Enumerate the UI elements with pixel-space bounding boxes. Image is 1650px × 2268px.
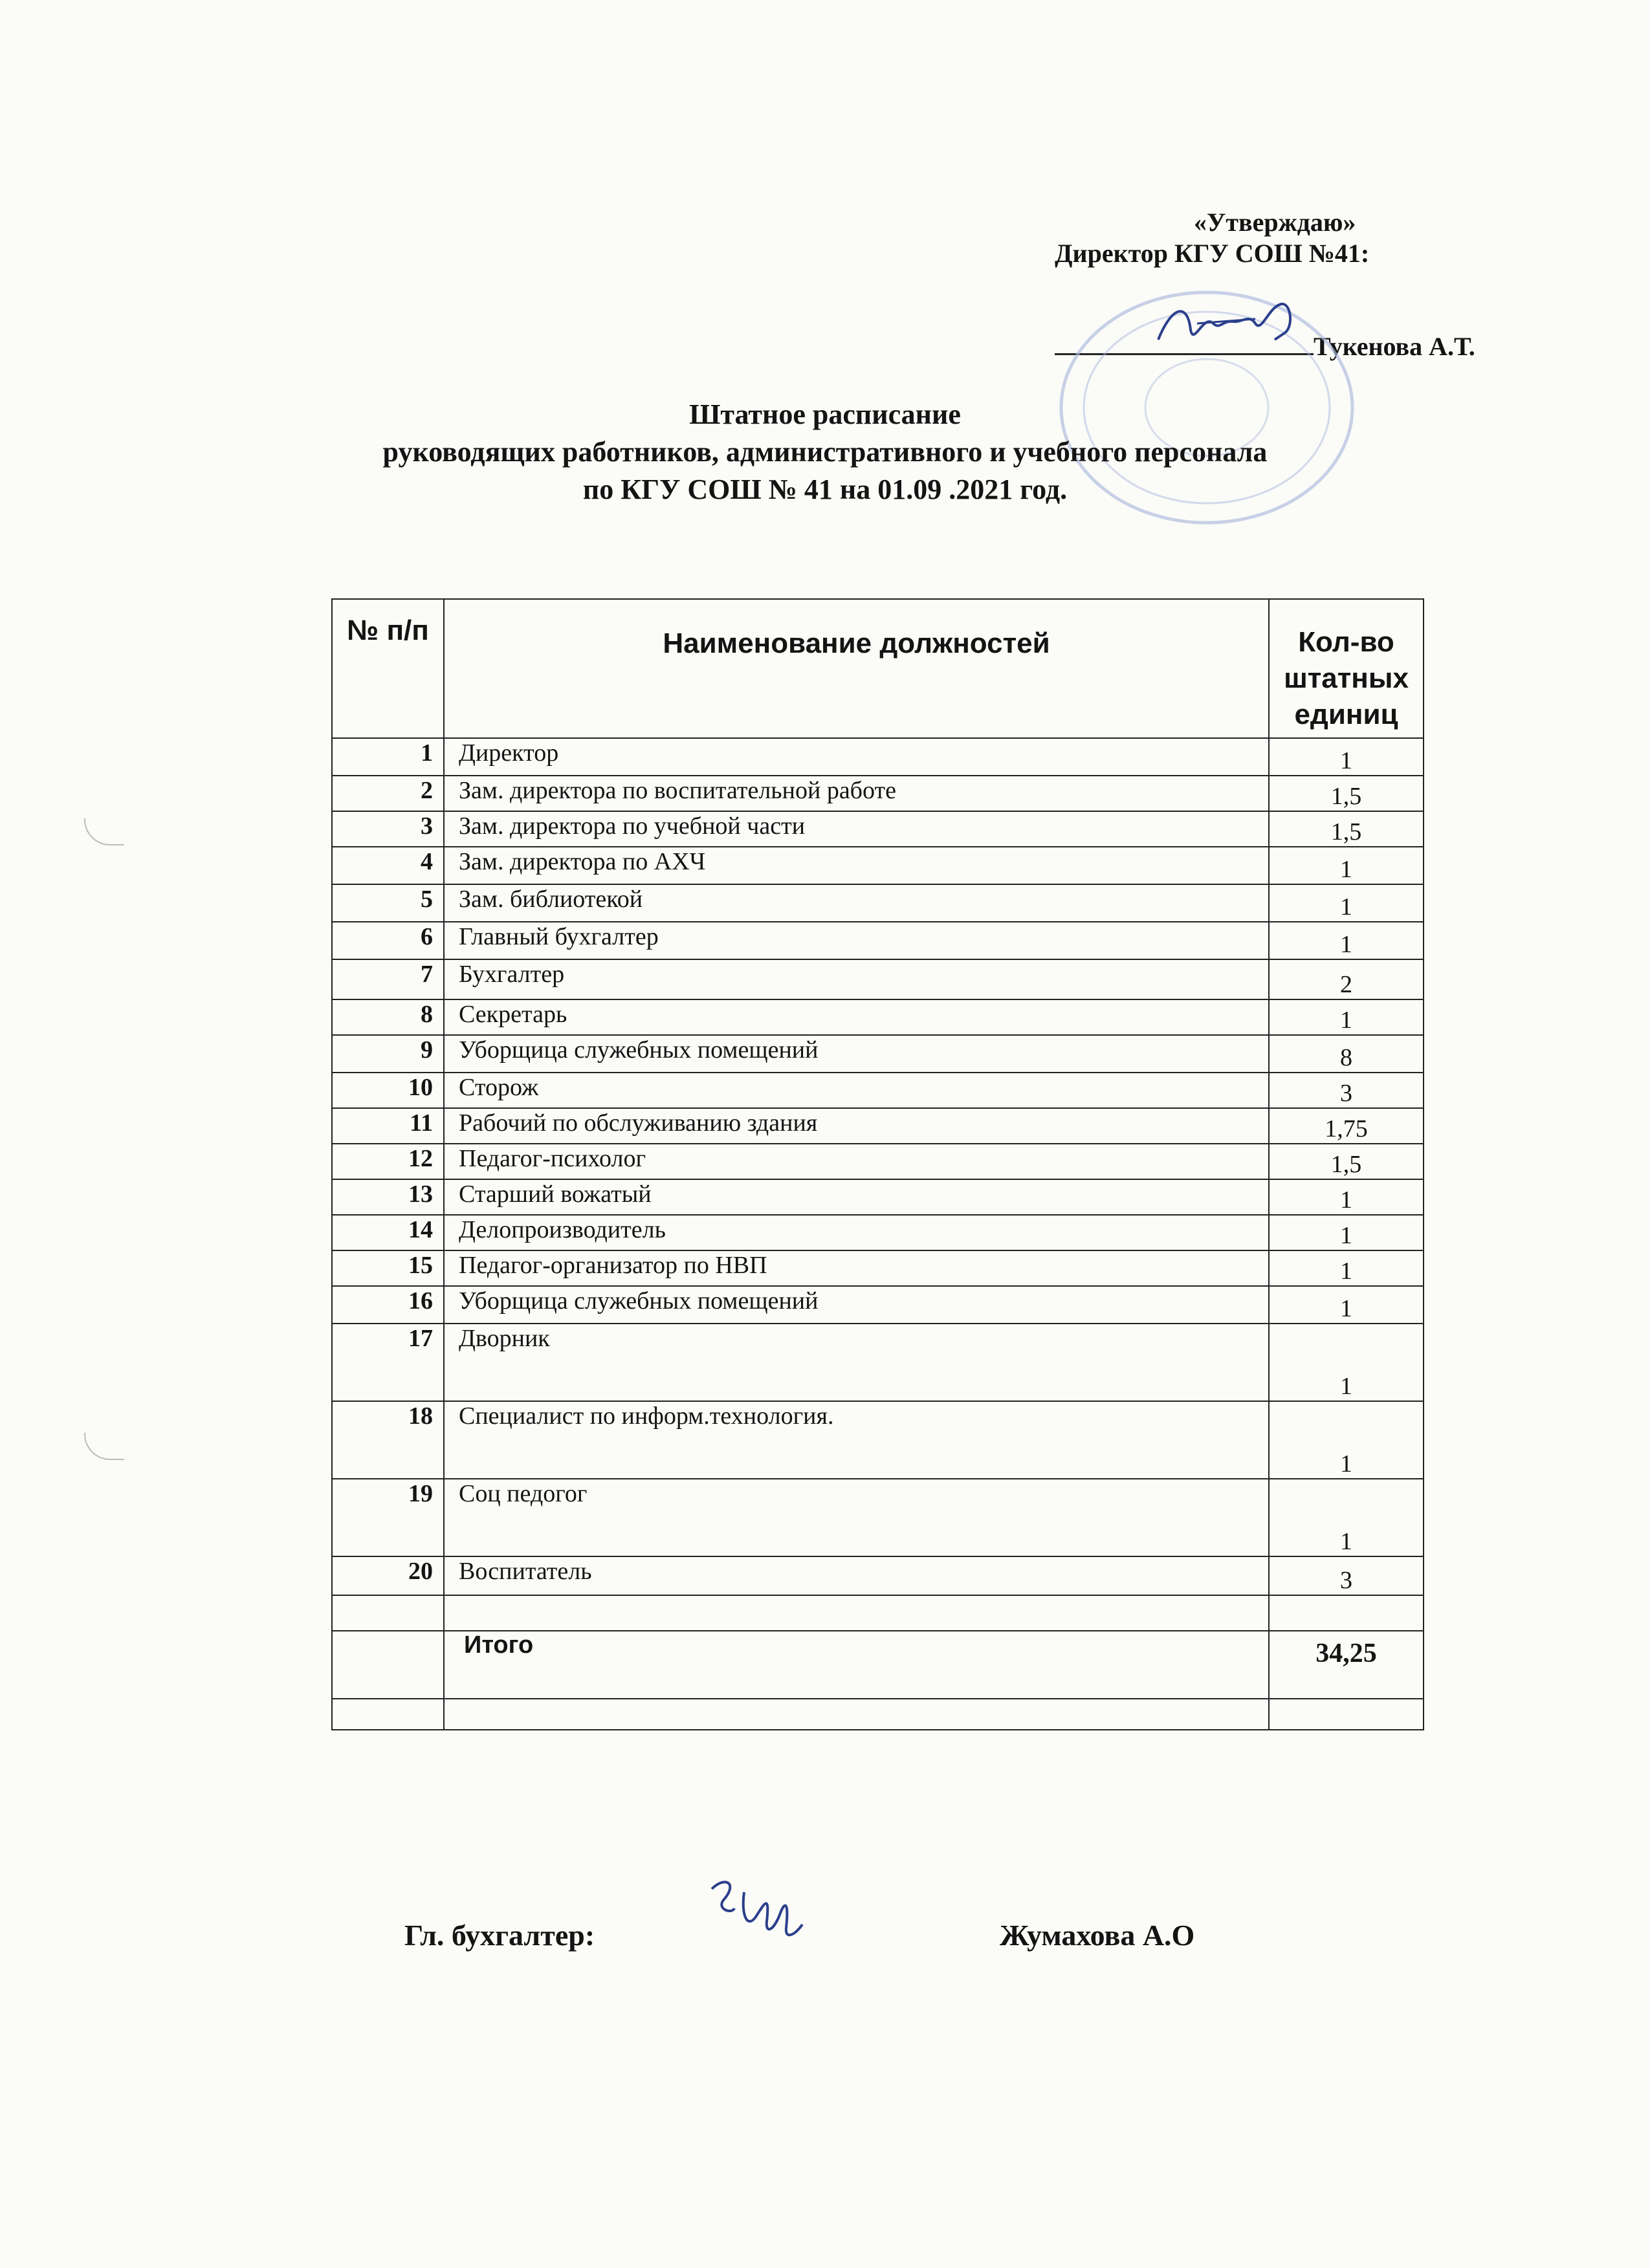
document-title [0, 396, 1650, 508]
row-quantity: 1 [1269, 738, 1424, 776]
table-row [332, 1215, 1424, 1250]
approve-label: «Утверждаю» [1194, 208, 1356, 237]
header-qty: Кол-во штатных единиц [1269, 599, 1424, 738]
row-number: 17 [332, 1324, 444, 1401]
row-number: 16 [332, 1286, 444, 1324]
row-quantity: 1,75 [1269, 1108, 1424, 1144]
table-row [332, 1144, 1424, 1179]
table-row [332, 1479, 1424, 1556]
row-number: 6 [332, 922, 444, 959]
row-position-name: Воспитатель [444, 1556, 1269, 1595]
title-line-3: по КГУ СОШ № 41 на 01.09 .2021 год. [582, 474, 1068, 505]
row-position-name: Уборщица служебных помещений [444, 1286, 1269, 1324]
row-position-name: Зам. библиотекой [444, 884, 1269, 922]
row-number: 2 [332, 776, 444, 811]
row-number: 12 [332, 1144, 444, 1179]
row-quantity: 1 [1269, 1479, 1424, 1556]
row-number: 4 [332, 847, 444, 884]
director-name: Тукенова А.Т. [1314, 332, 1475, 361]
table-row [332, 1073, 1424, 1108]
accountant-name: Жумахова А.О [1000, 1919, 1195, 1952]
table-row [332, 738, 1424, 776]
row-position-name: Бухгалтер [444, 959, 1269, 999]
row-quantity: 8 [1269, 1035, 1424, 1073]
row-quantity: 2 [1269, 959, 1424, 999]
row-quantity: 1 [1269, 922, 1424, 959]
row-number: 18 [332, 1401, 444, 1479]
director-position: Директор КГУ СОШ №41: [1055, 239, 1370, 268]
row-position-name: Делопроизводитель [444, 1215, 1269, 1250]
row-number: 14 [332, 1215, 444, 1250]
row-position-name: Зам. директора по учебной части [444, 811, 1269, 847]
row-quantity: 1 [1269, 1401, 1424, 1479]
staff-table [331, 598, 1424, 1730]
accountant-signature [699, 1870, 828, 1947]
table-row [332, 811, 1424, 847]
table-row [332, 1286, 1424, 1324]
row-position-name: Педагог-организатор по НВП [444, 1250, 1269, 1286]
row-position-name: Уборщица служебных помещений [444, 1035, 1269, 1073]
row-position-name: Зам. директора по АХЧ [444, 847, 1269, 884]
total-label: Итого [444, 1631, 1269, 1699]
row-position-name: Дворник [444, 1324, 1269, 1401]
row-position-name: Рабочий по обслуживанию здания [444, 1108, 1269, 1144]
row-quantity: 1,5 [1269, 1144, 1424, 1179]
row-number: 3 [332, 811, 444, 847]
row-position-name: Директор [444, 738, 1269, 776]
row-number: 20 [332, 1556, 444, 1595]
table-row [332, 1179, 1424, 1215]
table-row [332, 1556, 1424, 1595]
row-quantity: 1 [1269, 847, 1424, 884]
header-num: № п/п [332, 599, 444, 738]
row-number: 7 [332, 959, 444, 999]
table-row [332, 959, 1424, 999]
row-quantity: 3 [1269, 1556, 1424, 1595]
table-row-total [332, 1631, 1424, 1699]
table-row [332, 922, 1424, 959]
table-row [332, 1108, 1424, 1144]
header-name: Наименование должностей [444, 599, 1269, 738]
title-line-1: Штатное расписание [689, 398, 961, 430]
row-quantity: 3 [1269, 1073, 1424, 1108]
table-row [332, 1324, 1424, 1401]
table-row [332, 884, 1424, 922]
row-quantity: 1 [1269, 1215, 1424, 1250]
row-position-name: Старший вожатый [444, 1179, 1269, 1215]
total-value: 34,25 [1269, 1631, 1424, 1699]
title-line-2: руководящих работников, административного и учебного персонала [382, 436, 1268, 468]
table-row [332, 1401, 1424, 1479]
row-quantity: 1 [1269, 1250, 1424, 1286]
row-quantity: 1 [1269, 1179, 1424, 1215]
row-quantity: 1,5 [1269, 811, 1424, 847]
row-number: 11 [332, 1108, 444, 1144]
row-quantity: 1,5 [1269, 776, 1424, 811]
row-quantity: 1 [1269, 1286, 1424, 1324]
punch-mark [84, 1433, 124, 1460]
row-position-name: Соц педогог [444, 1479, 1269, 1556]
row-position-name: Зам. директора по воспитательной работе [444, 776, 1269, 811]
accountant-position: Гл. бухгалтер: [404, 1919, 595, 1952]
row-position-name: Специалист по информ.технология. [444, 1401, 1269, 1479]
row-number: 10 [332, 1073, 444, 1108]
row-position-name: Главный бухгалтер [444, 922, 1269, 959]
table-row [332, 847, 1424, 884]
row-number: 5 [332, 884, 444, 922]
table-row-empty [332, 1595, 1424, 1631]
director-signature [1152, 294, 1307, 359]
row-quantity: 1 [1269, 1324, 1424, 1401]
row-position-name: Сторож [444, 1073, 1269, 1108]
row-position-name: Педагог-психолог [444, 1144, 1269, 1179]
table-row-empty [332, 1699, 1424, 1730]
table-row [332, 1035, 1424, 1073]
row-position-name: Секретарь [444, 999, 1269, 1035]
punch-mark [84, 818, 124, 845]
table-header-row [332, 599, 1424, 738]
row-number: 9 [332, 1035, 444, 1073]
row-number: 13 [332, 1179, 444, 1215]
row-number: 8 [332, 999, 444, 1035]
row-number: 15 [332, 1250, 444, 1286]
table-row [332, 1250, 1424, 1286]
table-row [332, 999, 1424, 1035]
row-quantity: 1 [1269, 884, 1424, 922]
row-number: 1 [332, 738, 444, 776]
row-number: 19 [332, 1479, 444, 1556]
table-row [332, 776, 1424, 811]
row-quantity: 1 [1269, 999, 1424, 1035]
